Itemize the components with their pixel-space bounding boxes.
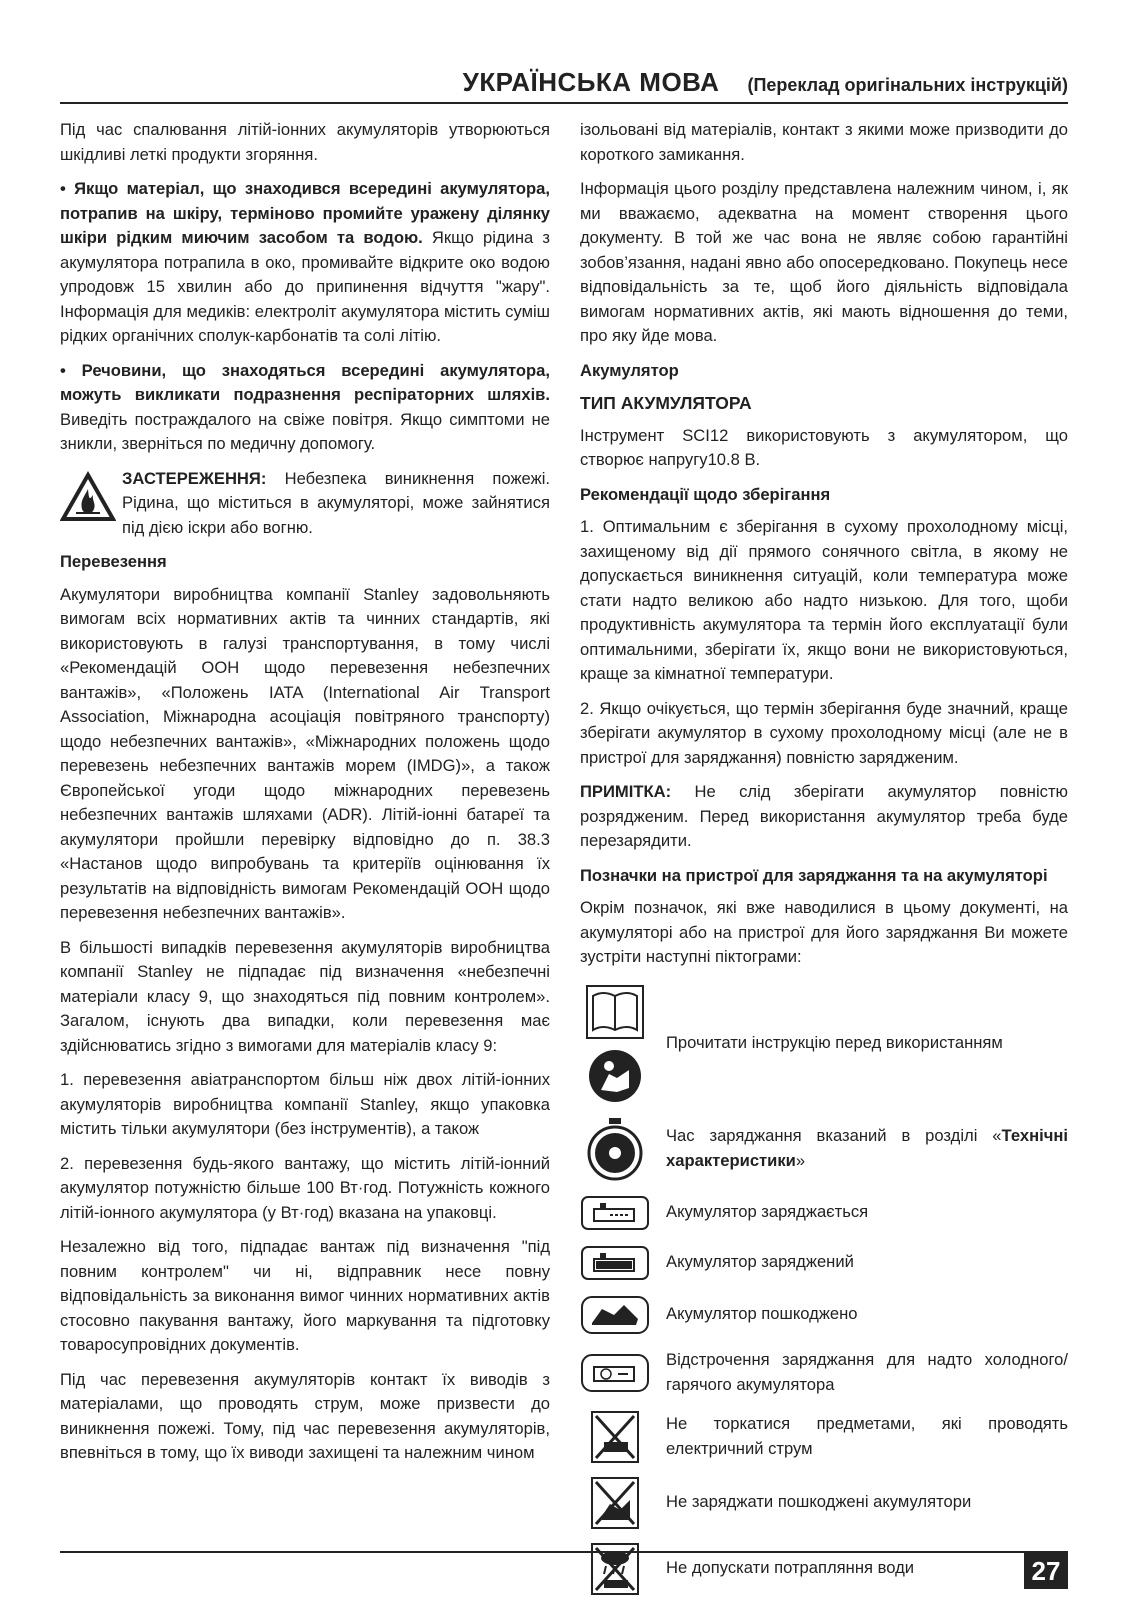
paragraph: Незалежно від того, підпадає вантаж під визначення "під повним контролем" чи ні, відправник несе повну відповідальність за виконання вимог чинних нормативних актів стосовно пакування вантажу, його маркування та підготовку товаросупровідних документів.	[60, 1237, 550, 1354]
page-number: 27	[1024, 1553, 1068, 1589]
delay-charging-icon	[580, 1353, 650, 1393]
paragraph: Під час спалювання літій-іонних акумуляторів утворюються шкідливі леткі продукти згоряння.	[60, 120, 550, 164]
battery-damaged-icon	[580, 1295, 650, 1335]
pictogram-row	[580, 1240, 1068, 1286]
paragraph: Під час перевезення акумуляторів контакт їх виводів з матеріалами, що проводять струм, може призвести до виникнення пожежі. Тому, під час перевезення акумуляторів, впевніться в тому, що їх виводи захищені та належним чином	[60, 1369, 550, 1462]
footer-divider	[60, 1551, 1068, 1553]
section-heading: Позначки на пристрої для заряджання та на акумуляторі	[580, 865, 1048, 885]
pictogram-row	[580, 1344, 1068, 1402]
pictogram-label: Прочитати інструкцію перед використанням	[666, 1033, 1003, 1053]
paragraph: Інструмент SCI12 використовують з акумулятором, що створює напругу10.8 В.	[580, 425, 1068, 469]
pictogram-list	[580, 980, 1068, 1600]
paragraph: В більшості випадків перевезення акумуляторів виробництва компанії Stanley не підпадає під визначення «небезпечні матеріали класу 9, що знаходяться під повним контролем». Загалом, існують два випадки, коли перевезення має здійснюватись згідно з вимогами для матеріалів класу 9:	[60, 937, 550, 1055]
pictogram-row	[580, 1290, 1068, 1340]
read-manual-icon	[587, 1048, 643, 1104]
header-subtitle: (Переклад оригінальних інструкцій)	[747, 75, 1068, 95]
paragraph: Акумулятори виробництва компанії Stanley задовольняють вимогам всіх нормативних актів та чинних стандартів, які використовують в галузі транспортування, в тому числі «Рекомендацій ООН щодо перевезення небезпечних вантажів», «Положень IATA (International Air Transport Association, Міжнародна асоціація повітряного транспорту) щодо небезпечних вантажів», «Міжнародних положень щодо перевезень небезпечних вантажів морем (IMDG)», а також Європейської угоди щодо міжнародних перевезень небезпечних вантажів шляхами (ADR). Літій-іонні батареї та акумулятори пройшли перевірку відповідно до п. 38.3 «Настанов щодо випробувань та критеріїв оцінювання їх результатів на відповідність вимогам Рекомендацій ООН щодо перевезення небезпечних вантажів».	[60, 584, 550, 922]
section-heading: ТИП АКУМУЛЯТОРА	[580, 393, 752, 413]
left-column	[60, 118, 550, 1476]
pictogram-row	[580, 1472, 1068, 1534]
pictogram-label: Не заряджати пошкоджені акумулятори	[666, 1492, 972, 1512]
page-header	[60, 62, 1068, 104]
paragraph: • Якщо матеріал, що знаходився всередині акумулятора, потрапив на шкіру, терміново промийте уражену ділянку шкіри рідким миючим засобом та водою. Якщо рідина з акумулятора потрапила в око, промивайте відкрите око водою упродовж 15 хвилин або до припинення відчуття "жару". Інформація для медиків: електроліт акумулятора містить суміш рідких органічних сполук-карбонатів та солі літію.	[60, 179, 551, 345]
pictogram-row	[580, 1190, 1068, 1236]
paragraph: 1. Оптимальним є зберігання в сухому прохолодному місці, захищеному від дії прямого сонячного світла, в якому не допускається виникнення ситуацій, коли температура може стати надто великою або надто низькою. Для того, щоби продуктивність акумулятора та термін його експлуатації були оптимальними, зберігати їх, якщо вони не використовуються, краще за кімнатної температури.	[580, 517, 1068, 683]
no-water-icon	[590, 1542, 640, 1596]
pictogram-label: Час заряджання вказаний в розділі «Технічні характеристики»	[666, 1126, 1068, 1170]
section-heading: Рекомендації щодо зберігання	[580, 484, 831, 504]
battery-charged-icon	[580, 1245, 650, 1281]
section-heading: Перевезення	[60, 552, 167, 571]
paragraph: Окрім позначок, які вже наводилися в цьому документі, на акумуляторі або на пристрої для його заряджання Ви можете зустріти наступні піктограми:	[580, 898, 1068, 966]
pictogram-label: Акумулятор заряджений	[666, 1252, 854, 1272]
paragraph: • Речовини, що знаходяться всередині акумулятора, можуть викликати подразнення респіраторних шляхів. Виведіть постраждалого на свіже повітря. Якщо симптоми не зникли, зверніться по медичну допомогу.	[60, 360, 550, 453]
battery-charging-icon	[580, 1195, 650, 1231]
paragraph: Інформація цього розділу представлена належним чином, і, як ми вважаємо, адекватна на момент створення цього документу. В той же час вона не являє собою гарантійні зобов’язання, надані явно або опосередковано. Покупець несе відповідальність за те, щоб його діяльність відповідала вимогам нормативних актів, які мають відношення до теми, про яку йде мова.	[580, 179, 1068, 345]
pictogram-label: Не допускати потрапляння води	[666, 1558, 915, 1578]
paragraph: ізольовані від матеріалів, контакт з якими може призводити до короткого замикання.	[580, 120, 1068, 164]
book-icon	[585, 984, 645, 1040]
paragraph: 1. перевезення авіатранспортом більш ніж двох літій-іонних акумуляторів виробництва компанії Stanley, якщо упаковка містить тільки акумулятори (без інструментів), а також	[60, 1070, 550, 1138]
fire-warning-icon	[60, 467, 116, 527]
pictogram-row	[580, 1538, 1068, 1600]
no-damaged-battery-icon	[590, 1476, 640, 1530]
paragraph: 2. Якщо очікується, що термін зберігання буде значний, краще зберігати акумулятор в сухому прохолодному місці (але не в пристрої для заряджання) повністю зарядженим.	[580, 698, 1068, 767]
pictogram-row	[580, 1112, 1068, 1186]
no-conductive-objects-icon	[590, 1410, 640, 1464]
right-column	[580, 118, 1068, 1604]
paragraph: ПРИМІТКА: Не слід зберігати акумулятор повністю розрядженим. Перед використання акумулятор треба буде перезарядити.	[580, 782, 1068, 850]
pictogram-label: Не торкатися предметами, які проводять електричний струм	[666, 1414, 1068, 1458]
timer-icon	[585, 1117, 645, 1181]
section-heading: Акумулятор	[580, 360, 679, 380]
pictogram-label: Акумулятор заряджається	[666, 1202, 869, 1222]
header-title: УКРАЇНСЬКА МОВА	[462, 67, 720, 97]
pictogram-row	[580, 980, 1068, 1108]
fire-warning: ЗАСТЕРЕЖЕННЯ: Небезпека виникнення пожежі. Рідина, що міститься в акумуляторі, може зайнятися під дією іскри або вогню.	[60, 467, 550, 541]
paragraph: 2. перевезення будь-якого вантажу, що містить літій-іонний акумулятор потужністю більше 100 Вт·год. Потужність кожного літій-іонного акумулятора (у Вт·год) вказана на упаковці.	[60, 1153, 550, 1222]
pictogram-label: Акумулятор пошкоджено	[666, 1304, 858, 1324]
pictogram-row	[580, 1406, 1068, 1468]
pictogram-label: Відстрочення заряджання для надто холодного/ гарячого акумулятора	[666, 1350, 1068, 1394]
